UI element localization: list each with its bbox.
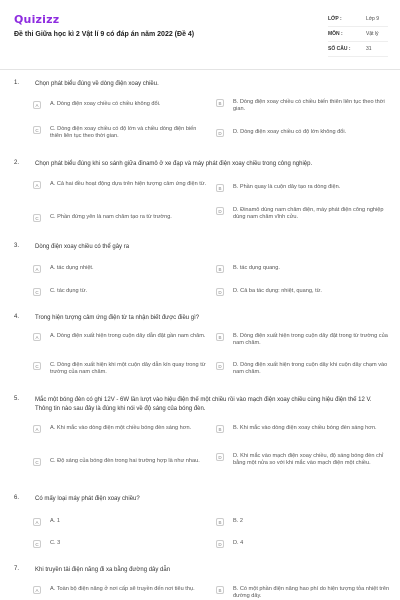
option-letter-box[interactable]: A bbox=[33, 181, 41, 189]
question-number: 3. bbox=[14, 243, 20, 249]
option-a[interactable] bbox=[33, 586, 208, 594]
option-letter-box[interactable]: B bbox=[216, 425, 224, 433]
option-letter-box[interactable]: D bbox=[216, 129, 224, 137]
option-text: D. Dòng điện xoay chiều có độ lớn không đổi. bbox=[233, 129, 347, 135]
option-letter-box[interactable]: C bbox=[33, 126, 41, 134]
option-text: C. Dòng điện xuất hiện khi một cuộn dây dẫn kín quay trong từ trường của nam châm. bbox=[50, 362, 206, 376]
option-text: C. tác dụng từ. bbox=[50, 288, 88, 294]
option-text: C. Phần đứng yên là nam châm tạo ra từ trường. bbox=[50, 214, 172, 220]
option-letter-box[interactable]: A bbox=[33, 586, 41, 594]
option-d[interactable] bbox=[216, 453, 391, 467]
option-text: B. Dòng điện xoay chiều có chiều biến thiên liên tục theo thời gian. bbox=[233, 99, 385, 113]
option-text: B. Có một phần điện năng hao phí do hiện tượng tỏa nhiệt trên đường dây. bbox=[233, 586, 390, 600]
option-b[interactable] bbox=[216, 586, 391, 600]
question-text: Có mấy loại máy phát điện xoay chiều? bbox=[35, 496, 140, 502]
option-text: D. 4 bbox=[233, 540, 244, 546]
meta-key: MÔN : bbox=[328, 31, 343, 37]
option-a[interactable] bbox=[33, 425, 208, 433]
option-d[interactable] bbox=[216, 288, 391, 296]
option-text: D. Khi mắc vào mạch điện xoay chiều, độ sáng bóng đèn chỉ bằng một nửa so với khi mắc vào mạch điện một chiều. bbox=[233, 453, 384, 467]
option-letter-box[interactable]: D bbox=[216, 453, 224, 461]
option-c[interactable] bbox=[33, 540, 208, 548]
option-text: A. tác dụng nhiệt. bbox=[50, 265, 94, 271]
option-c[interactable] bbox=[33, 214, 208, 222]
option-a[interactable] bbox=[33, 101, 208, 109]
option-letter-box[interactable]: C bbox=[33, 362, 41, 370]
option-a[interactable] bbox=[33, 518, 208, 526]
option-c[interactable] bbox=[33, 458, 208, 466]
question-number: 6. bbox=[14, 495, 20, 501]
meta-row-class bbox=[328, 12, 388, 27]
option-text: D. Dòng điện xuất hiện trong cuộn dây khi cuộn dây chạm vào nam châm. bbox=[233, 362, 388, 376]
meta-value: 31 bbox=[366, 46, 372, 52]
option-text: A. Dòng điện xuất hiện trong cuộn dây dẫn đặt gần nam châm. bbox=[50, 333, 206, 339]
question-text: Khi truyền tải điện năng đi xa bằng đường dây dẫn bbox=[35, 567, 171, 573]
question-text: Chọn phát biểu đúng khi so sánh giữa đinamô ở xe đạp và máy phát điện xoay chiều trong công nghiệp. bbox=[35, 161, 313, 167]
option-letter-box[interactable]: A bbox=[33, 518, 41, 526]
option-a[interactable] bbox=[33, 333, 208, 341]
option-letter-box[interactable]: B bbox=[216, 99, 224, 107]
option-d[interactable] bbox=[216, 207, 391, 221]
option-text: B. Khi mắc vào dòng điện xoay chiều bóng đèn sáng hơn. bbox=[233, 425, 377, 431]
option-letter-box[interactable]: C bbox=[33, 458, 41, 466]
option-c[interactable] bbox=[33, 362, 208, 376]
option-text: B. Phần quay là cuộn dây tạo ra dòng điện. bbox=[233, 184, 341, 190]
option-text: B. tác dụng quang. bbox=[233, 265, 280, 271]
question-text: Trong hiện tượng cảm ứng điện từ ta nhận biết được điều gì? bbox=[35, 315, 200, 321]
meta-value: Lớp 9 bbox=[366, 16, 380, 22]
option-text: D. Đinamô dùng nam châm điện, máy phát điện công nghiệp dùng nam châm vĩnh cửu. bbox=[233, 207, 384, 221]
option-d[interactable] bbox=[216, 540, 391, 548]
quizizz-logo: Quizizz bbox=[14, 13, 60, 26]
worksheet-meta bbox=[328, 12, 388, 57]
question-text: Chọn phát biểu đúng về dòng điện xoay chiều. bbox=[35, 81, 159, 87]
option-letter-box[interactable]: D bbox=[216, 288, 224, 296]
option-text: B. Dòng điện xuất hiện trong cuộn dây đặt trong từ trường của nam châm. bbox=[233, 333, 388, 347]
option-d[interactable] bbox=[216, 129, 391, 137]
option-text: D. Cả ba tác dụng: nhiệt, quang, từ. bbox=[233, 288, 322, 294]
option-c[interactable] bbox=[33, 126, 208, 140]
option-a[interactable] bbox=[33, 181, 208, 189]
option-letter-box[interactable]: B bbox=[216, 586, 224, 594]
worksheet-header bbox=[0, 0, 400, 70]
option-b[interactable] bbox=[216, 265, 391, 273]
meta-key: LỚP : bbox=[328, 16, 342, 22]
option-letter-box[interactable]: B bbox=[216, 265, 224, 273]
option-letter-box[interactable]: A bbox=[33, 101, 41, 109]
option-letter-box[interactable]: A bbox=[33, 333, 41, 341]
question-number: 7. bbox=[14, 566, 20, 572]
option-letter-box[interactable]: C bbox=[33, 540, 41, 548]
meta-row-count bbox=[328, 42, 388, 57]
option-text: C. Độ sáng của bóng đèn trong hai trường hợp là như nhau. bbox=[50, 458, 200, 464]
option-text: A. 1 bbox=[50, 518, 60, 524]
option-d[interactable] bbox=[216, 362, 391, 376]
option-letter-box[interactable]: D bbox=[216, 362, 224, 370]
option-letter-box[interactable]: B bbox=[216, 518, 224, 526]
option-letter-box[interactable]: C bbox=[33, 214, 41, 222]
option-text: A. Dòng điện xoay chiều có chiều không đổi. bbox=[50, 101, 161, 107]
option-text: A. Toàn bộ điện năng ở nơi cấp sẽ truyền đến nơi tiêu thụ. bbox=[50, 586, 195, 592]
option-letter-box[interactable]: A bbox=[33, 425, 41, 433]
option-b[interactable] bbox=[216, 99, 391, 113]
option-a[interactable] bbox=[33, 265, 208, 273]
option-text: A. Khi mắc vào dòng điện một chiều bóng đèn sáng hơn. bbox=[50, 425, 192, 431]
option-letter-box[interactable]: D bbox=[216, 540, 224, 548]
question-number: 5. bbox=[14, 396, 20, 402]
question-text: Mắc một bóng đèn có ghi 12V - 6W lần lượt vào hiệu điện thế một chiều rồi vào mạch điện xoay chiều cùng hiệu điện thế 12 V. Thông tin nào sau đây là đúng khi nói về độ sáng của bóng đèn. bbox=[35, 397, 372, 412]
option-b[interactable] bbox=[216, 518, 391, 526]
option-c[interactable] bbox=[33, 288, 208, 296]
option-text: A. Cả hai đều hoạt động dựa trên hiện tượng cảm ứng điện từ. bbox=[50, 181, 207, 187]
worksheet-title: Đề thi Giữa học kì 2 Vật lí 9 có đáp án năm 2022 (Đề 4) bbox=[14, 31, 195, 38]
meta-value: Vật lý bbox=[366, 31, 379, 37]
question-number: 1. bbox=[14, 80, 20, 86]
question-text: Dòng điện xoay chiều có thể gây ra bbox=[35, 244, 130, 250]
option-b[interactable] bbox=[216, 184, 391, 192]
question-number: 4. bbox=[14, 314, 20, 320]
option-b[interactable] bbox=[216, 425, 391, 433]
option-letter-box[interactable]: B bbox=[216, 184, 224, 192]
option-text: B. 2 bbox=[233, 518, 243, 524]
option-text: C. 3 bbox=[50, 540, 61, 546]
option-text: C. Dòng điện xoay chiều có độ lớn và chiều dòng điện biến thiên liên tục theo thời gian. bbox=[50, 126, 197, 140]
meta-row-subject bbox=[328, 27, 388, 42]
meta-key: SỐ CÂU : bbox=[328, 46, 351, 52]
option-letter-box[interactable]: A bbox=[33, 265, 41, 273]
option-letter-box[interactable]: B bbox=[216, 333, 224, 341]
question-number: 2. bbox=[14, 160, 20, 166]
option-letter-box[interactable]: D bbox=[216, 207, 224, 215]
option-letter-box[interactable]: C bbox=[33, 288, 41, 296]
option-b[interactable] bbox=[216, 333, 391, 347]
